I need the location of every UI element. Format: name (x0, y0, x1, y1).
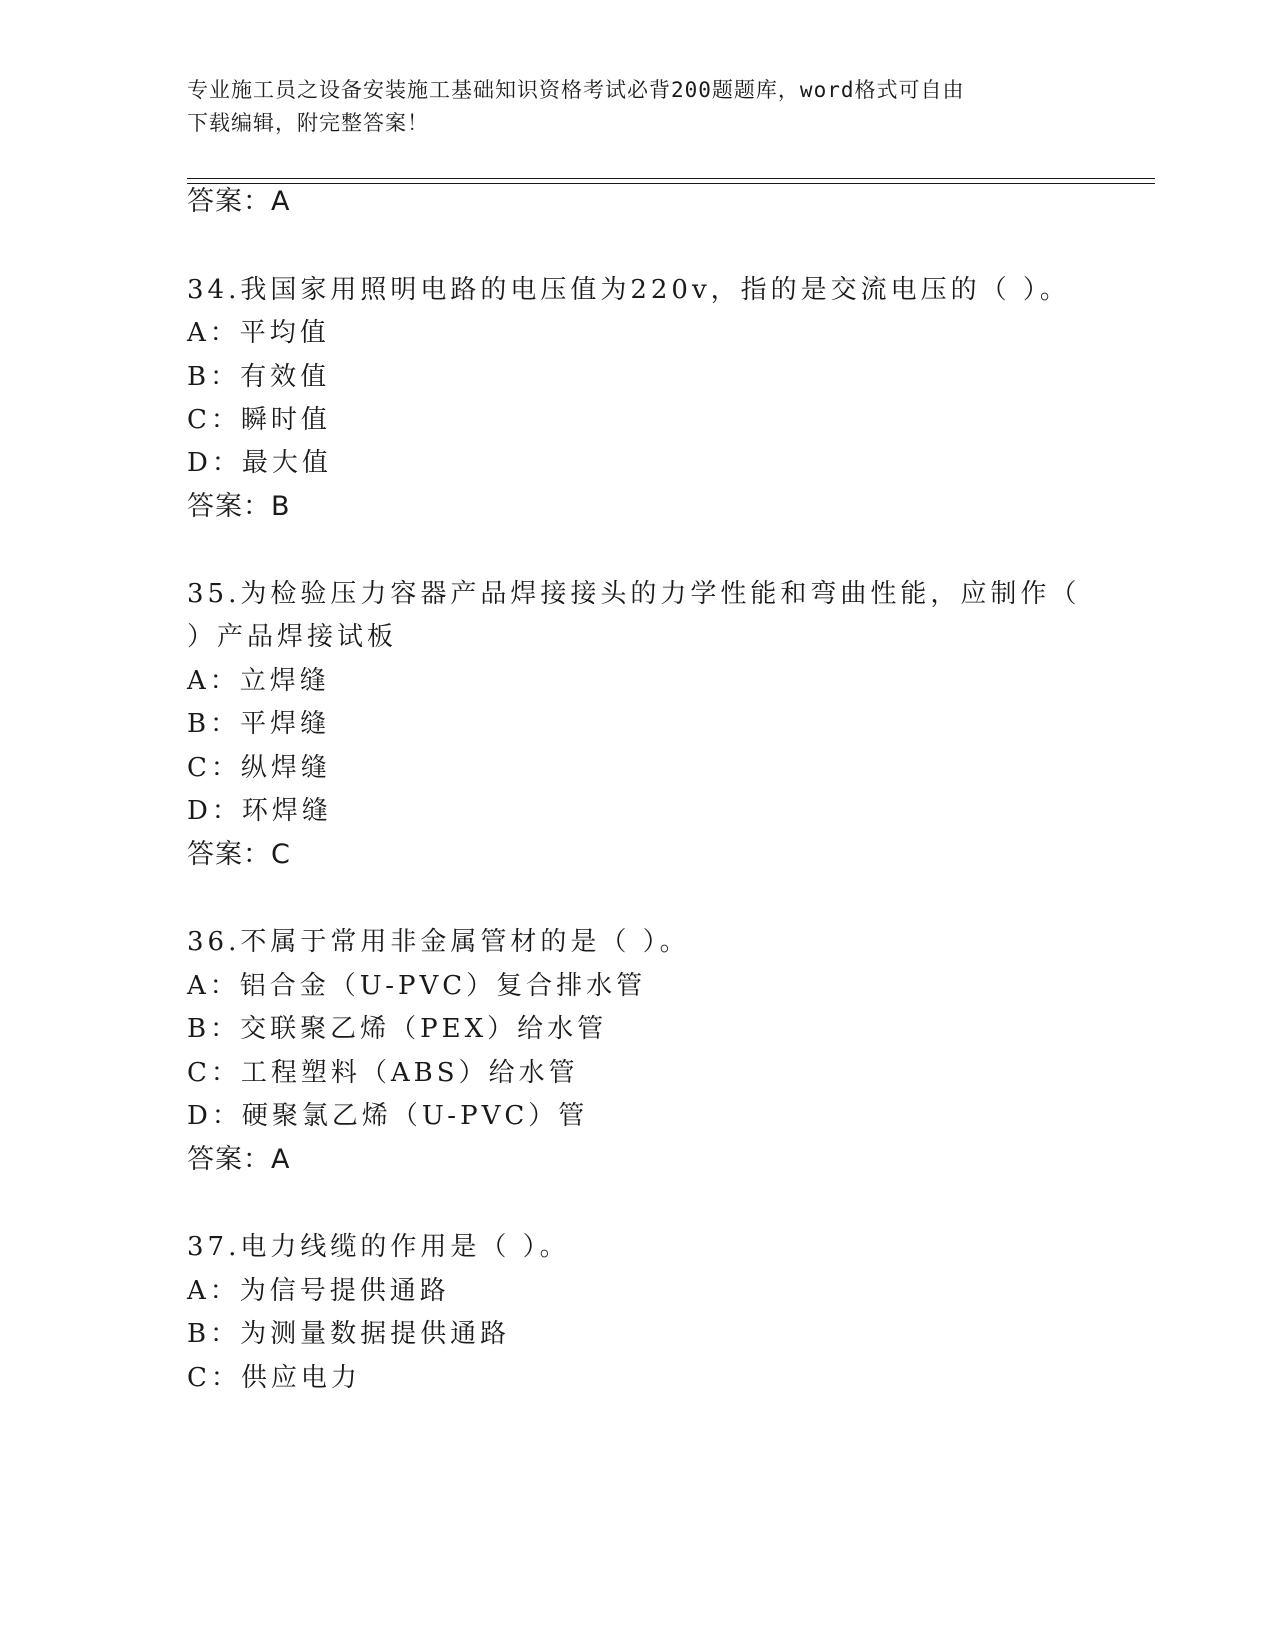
question-36-option-a: A：铝合金（U-PVC）复合排水管 (187, 971, 647, 1001)
header-title-line-2: 下载编辑，附完整答案！ (187, 111, 429, 135)
question-36-option-b: B：交联聚乙烯（PEX）给水管 (187, 1014, 608, 1044)
question-37-stem: 37.电力线缆的作用是（ ）。 (187, 1232, 570, 1262)
header-title-line-1: 专业施工员之设备安装施工基础知识资格考试必背200题题库，word格式可自由 (187, 78, 965, 102)
question-36-option-c: C：工程塑料（ABS）给水管 (187, 1058, 579, 1088)
question-34-option-d: D：最大值 (187, 448, 332, 478)
question-35-option-b: B：平焊缝 (187, 709, 331, 739)
question-34-answer: 答案：B (187, 491, 291, 522)
header-divider-bottom (187, 183, 1155, 184)
question-36-option-d: D：硬聚氯乙烯（U-PVC）管 (187, 1101, 589, 1131)
question-35-option-c: C：纵焊缝 (187, 753, 331, 783)
document-header (187, 74, 1087, 140)
question-34-option-b: B：有效值 (187, 362, 331, 392)
question-36-stem: 36.不属于常用非金属管材的是（ ）。 (187, 927, 690, 957)
question-35-option-a: A：立焊缝 (187, 666, 330, 696)
question-34-option-a: A：平均值 (187, 318, 330, 348)
question-35-stem-line-1: 35.为检验压力容器产品焊接接头的力学性能和弯曲性能，应制作（ (187, 579, 1081, 609)
question-37-option-a: A：为信号提供通路 (187, 1276, 450, 1306)
question-35-option-d: D：环焊缝 (187, 796, 332, 826)
question-36-answer: 答案：A (187, 1144, 291, 1175)
question-37-option-b: B：为测量数据提供通路 (187, 1319, 511, 1349)
question-34-option-c: C：瞬时值 (187, 405, 331, 435)
question-34-stem: 34.我国家用照明电路的电压值为220v，指的是交流电压的（ ）。 (187, 275, 1070, 305)
previous-question-answer: 答案：A (187, 186, 291, 217)
question-37-option-c: C：供应电力 (187, 1363, 361, 1393)
question-35-stem-line-2: ）产品焊接试板 (187, 622, 398, 652)
question-35-answer: 答案：C (187, 839, 291, 870)
header-divider-top (187, 178, 1155, 179)
